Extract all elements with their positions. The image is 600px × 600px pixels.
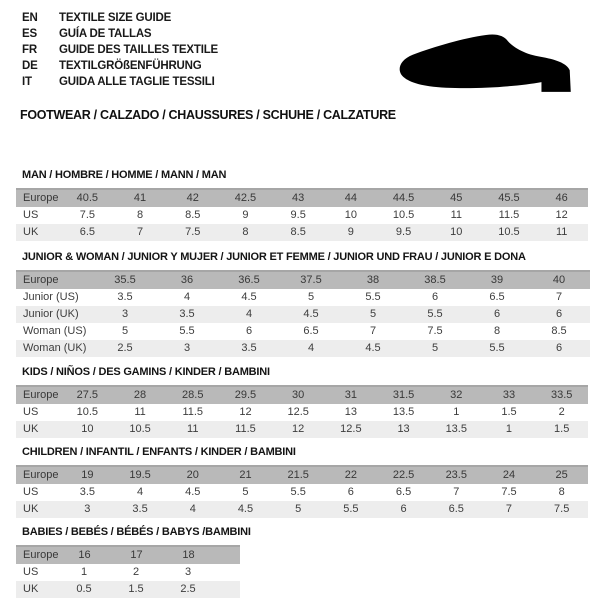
- language-code: FR: [22, 44, 37, 56]
- row-label: Junior (US): [23, 291, 79, 303]
- size-cell: 5: [295, 503, 302, 515]
- size-cell: 10.5: [76, 406, 99, 418]
- table-title: CHILDREN / INFANTIL / ENFANTS / KINDER / BAMBINI: [22, 446, 296, 458]
- size-cell: 25: [555, 469, 568, 481]
- language-code: DE: [22, 60, 38, 72]
- size-cell: 45.5: [498, 192, 520, 204]
- size-cell: 21.5: [287, 469, 309, 481]
- size-cell: 10: [344, 209, 357, 221]
- size-cell: 3.5: [132, 503, 148, 515]
- size-cell: 5.5: [365, 291, 381, 303]
- size-cell: 10.5: [129, 423, 151, 435]
- size-cell: 11.5: [498, 209, 520, 221]
- size-cell: 4.5: [237, 503, 254, 515]
- size-cell: 20: [186, 469, 199, 481]
- size-cell: 8.5: [185, 209, 201, 221]
- size-cell: 33.5: [550, 389, 573, 401]
- size-cell: 40: [552, 274, 566, 286]
- size-cell: 3: [184, 566, 192, 578]
- size-cell: 8.5: [290, 226, 306, 238]
- size-cell: 42.5: [234, 192, 257, 204]
- language-label: TEXTILE SIZE GUIDE: [59, 12, 172, 24]
- size-cell: 36: [180, 274, 194, 286]
- size-cell: 19: [81, 469, 94, 481]
- size-cell: 6: [555, 342, 563, 354]
- table-row-uk: [16, 581, 240, 598]
- size-cell: 11.5: [182, 406, 204, 418]
- size-cell: 9: [242, 209, 249, 221]
- size-table-section-kids: [16, 366, 588, 438]
- size-table-section-babies: [16, 526, 251, 598]
- size-cell: 43: [292, 192, 305, 204]
- row-label: Europe: [23, 549, 59, 561]
- language-code: ES: [22, 28, 37, 40]
- size-cell: 13: [344, 406, 357, 418]
- size-cell: 6.5: [489, 291, 505, 303]
- size-cell: 13: [397, 423, 410, 435]
- size-cell: 3.5: [241, 342, 257, 354]
- size-cell: 11: [450, 209, 462, 221]
- size-cell: 22.5: [392, 469, 415, 481]
- size-cell: 6.5: [448, 503, 464, 515]
- size-cell: 1.5: [501, 406, 517, 418]
- size-cell: 3: [121, 308, 129, 320]
- size-cell: 2.5: [180, 583, 196, 595]
- size-cell: 8.5: [551, 325, 567, 337]
- table-row-europe: [16, 467, 588, 484]
- size-cell: 4: [307, 342, 315, 354]
- row-label: Junior (UK): [23, 308, 79, 320]
- row-label: Europe: [23, 274, 59, 286]
- size-cell: 7: [453, 486, 460, 498]
- size-cell: 38.5: [424, 274, 446, 286]
- size-cell: 6.5: [79, 226, 95, 238]
- size-cell: 1: [80, 566, 88, 578]
- size-cell: 3.5: [79, 486, 95, 498]
- size-cell: 11.5: [235, 423, 256, 435]
- size-cell: 2: [132, 566, 140, 578]
- size-cell: 8: [493, 325, 501, 337]
- size-cell: 10.5: [392, 209, 415, 221]
- language-title-list: [22, 10, 218, 90]
- size-cell: 4.5: [185, 486, 201, 498]
- size-cell: 5.5: [290, 486, 306, 498]
- row-label: Europe: [23, 192, 59, 204]
- size-cell: 7.5: [501, 486, 517, 498]
- row-label: Europe: [23, 469, 59, 481]
- row-label: US: [23, 486, 39, 498]
- size-cell: 35.5: [114, 274, 136, 286]
- table-row-woman-uk: [16, 340, 590, 357]
- language-label: TEXTILGRÖßENFÜHRUNG: [59, 60, 202, 72]
- table-title: KIDS / NIÑOS / DES GAMINS / KINDER / BAMBINI: [22, 366, 270, 378]
- size-cell: 6: [245, 325, 253, 337]
- table-row-uk: [16, 501, 588, 518]
- size-cell: 8: [558, 486, 565, 498]
- size-cell: 2: [558, 406, 565, 418]
- size-cell: 5.5: [489, 342, 505, 354]
- size-cell: 44: [344, 192, 357, 204]
- size-cell: 32: [450, 389, 463, 401]
- size-cell: 7: [555, 291, 563, 303]
- table-row-woman-us: [16, 323, 590, 340]
- table-row-us: [16, 484, 588, 501]
- size-cell: 3.5: [117, 291, 133, 303]
- row-label: UK: [23, 226, 39, 238]
- size-cell: 9.5: [290, 209, 306, 221]
- size-cell: 9.5: [395, 226, 412, 238]
- size-table: [16, 385, 588, 438]
- table-row-europe: [16, 387, 588, 404]
- size-table: [16, 465, 588, 518]
- size-cell: 9: [347, 226, 354, 238]
- size-cell: 6: [555, 308, 563, 320]
- size-cell: 10: [81, 423, 94, 435]
- size-cell: 12: [292, 423, 305, 435]
- size-cell: 28.5: [182, 389, 204, 401]
- size-cell: 4: [136, 486, 144, 498]
- size-cell: 29.5: [234, 389, 257, 401]
- size-cell: 1.5: [554, 423, 570, 435]
- size-cell: 13.5: [445, 423, 467, 435]
- size-cell: 13.5: [392, 406, 415, 418]
- size-cell: 46: [555, 192, 568, 204]
- size-cell: 1: [505, 423, 513, 435]
- size-cell: 37.5: [300, 274, 322, 286]
- size-table: [16, 188, 588, 241]
- language-row: [22, 26, 218, 42]
- table-row-us: [16, 564, 240, 581]
- table-row-uk: [16, 421, 588, 438]
- row-label: US: [23, 406, 39, 418]
- size-cell: 1: [453, 406, 460, 418]
- row-label: US: [23, 209, 39, 221]
- size-cell: 12.5: [340, 423, 362, 435]
- table-row-us: [16, 207, 588, 224]
- size-cell: 12: [239, 406, 252, 418]
- language-row: [22, 74, 218, 90]
- size-cell: 7: [136, 226, 144, 238]
- row-label: Woman (US): [23, 325, 87, 337]
- size-cell: 6: [493, 308, 501, 320]
- row-label: UK: [23, 423, 39, 435]
- size-cell: 5.5: [179, 325, 195, 337]
- size-cell: 6.5: [395, 486, 412, 498]
- size-cell: 39: [490, 274, 504, 286]
- size-cell: 24: [502, 469, 516, 481]
- size-cell: 40.5: [76, 192, 99, 204]
- size-cell: 7.5: [185, 226, 201, 238]
- language-row: [22, 10, 218, 26]
- row-label: US: [23, 566, 39, 578]
- size-table: [16, 270, 590, 357]
- dress-shoe-icon: [396, 34, 576, 94]
- size-cell: 5: [121, 325, 129, 337]
- size-cell: 36.5: [238, 274, 260, 286]
- row-label: Woman (UK): [23, 342, 87, 354]
- language-row: [22, 58, 218, 74]
- size-cell: 17: [130, 549, 143, 561]
- size-cell: 12: [555, 209, 568, 221]
- size-cell: 4.5: [365, 342, 381, 354]
- size-cell: 5.5: [343, 503, 359, 515]
- size-cell: 11: [134, 406, 146, 418]
- size-cell: 4.5: [241, 291, 257, 303]
- size-cell: 19.5: [129, 469, 151, 481]
- size-cell: 18: [182, 549, 195, 561]
- size-cell: 23.5: [445, 469, 467, 481]
- table-row-junior-uk: [16, 306, 590, 323]
- language-row: [22, 42, 218, 58]
- size-cell: 11: [187, 423, 199, 435]
- size-cell: 41: [133, 192, 147, 204]
- size-cell: 10: [450, 226, 463, 238]
- size-cell: 22: [344, 469, 357, 481]
- language-label: GUIDE DES TAILLES TEXTILE: [59, 44, 218, 56]
- row-label: UK: [23, 583, 39, 595]
- size-cell: 28: [133, 389, 147, 401]
- row-label: Europe: [23, 389, 59, 401]
- size-cell: 31.5: [392, 389, 415, 401]
- size-cell: 4.5: [303, 308, 319, 320]
- size-cell: 5: [307, 291, 315, 303]
- size-cell: 12.5: [287, 406, 309, 418]
- language-code: EN: [22, 12, 38, 24]
- size-cell: 44.5: [392, 192, 415, 204]
- size-cell: 8: [136, 209, 144, 221]
- size-cell: 38: [366, 274, 380, 286]
- size-cell: 7.5: [427, 325, 443, 337]
- size-cell: 33: [502, 389, 516, 401]
- size-cell: 16: [78, 549, 91, 561]
- size-cell: 6: [347, 486, 354, 498]
- category-title: FOOTWEAR / CALZADO / CHAUSSURES / SCHUHE / CALZATURE: [20, 108, 396, 122]
- size-cell: 0.5: [76, 583, 92, 595]
- size-cell: 11: [555, 226, 568, 238]
- size-cell: 30: [292, 389, 305, 401]
- size-cell: 10.5: [498, 226, 520, 238]
- size-cell: 31: [344, 389, 357, 401]
- size-cell: 5.5: [427, 308, 443, 320]
- table-row-europe: [16, 272, 590, 289]
- language-label: GUIDA ALLE TAGLIE TESSILI: [59, 76, 215, 88]
- size-cell: 5: [369, 308, 377, 320]
- table-title: MAN / HOMBRE / HOMME / MANN / MAN: [22, 169, 227, 181]
- size-cell: 42: [186, 192, 199, 204]
- table-row-europe: [16, 547, 240, 564]
- table-title: JUNIOR & WOMAN / JUNIOR Y MUJER / JUNIOR ET FEMME / JUNIOR UND FRAU / JUNIOR E DONA: [22, 251, 526, 263]
- size-cell: 7.5: [554, 503, 570, 515]
- table-row-europe: [16, 190, 588, 207]
- size-cell: 7.5: [79, 209, 95, 221]
- size-cell: 45: [450, 192, 463, 204]
- table-row-us: [16, 404, 588, 421]
- size-table-section-man: [16, 169, 588, 241]
- size-cell: 6.5: [303, 325, 319, 337]
- size-cell: 27.5: [76, 389, 99, 401]
- size-cell: 6: [431, 291, 439, 303]
- size-cell: 4: [183, 291, 191, 303]
- size-cell: 1.5: [128, 583, 144, 595]
- size-cell: 5: [242, 486, 249, 498]
- table-title: BABIES / BEBÉS / BÉBÉS / BABYS /BAMBINI: [22, 526, 251, 538]
- table-row-uk: [16, 224, 588, 241]
- size-cell: 3: [183, 342, 191, 354]
- size-cell: 5: [431, 342, 439, 354]
- size-cell: 4: [245, 308, 253, 320]
- size-cell: 21: [239, 469, 252, 481]
- size-cell: 2.5: [117, 342, 133, 354]
- size-cell: 7: [369, 325, 377, 337]
- size-table-section-children: [16, 446, 588, 518]
- size-cell: 6: [400, 503, 407, 515]
- size-table-section-junior-woman: [16, 251, 590, 357]
- size-cell: 4: [189, 503, 196, 515]
- size-cell: 3: [84, 503, 91, 515]
- size-cell: 8: [242, 226, 249, 238]
- size-cell: 7: [505, 503, 513, 515]
- table-row-junior-us: [16, 289, 590, 306]
- language-label: GUÍA DE TALLAS: [59, 28, 152, 40]
- size-table: [16, 545, 240, 598]
- language-code: IT: [22, 76, 32, 88]
- row-label: UK: [23, 503, 39, 515]
- size-cell: 3.5: [179, 308, 195, 320]
